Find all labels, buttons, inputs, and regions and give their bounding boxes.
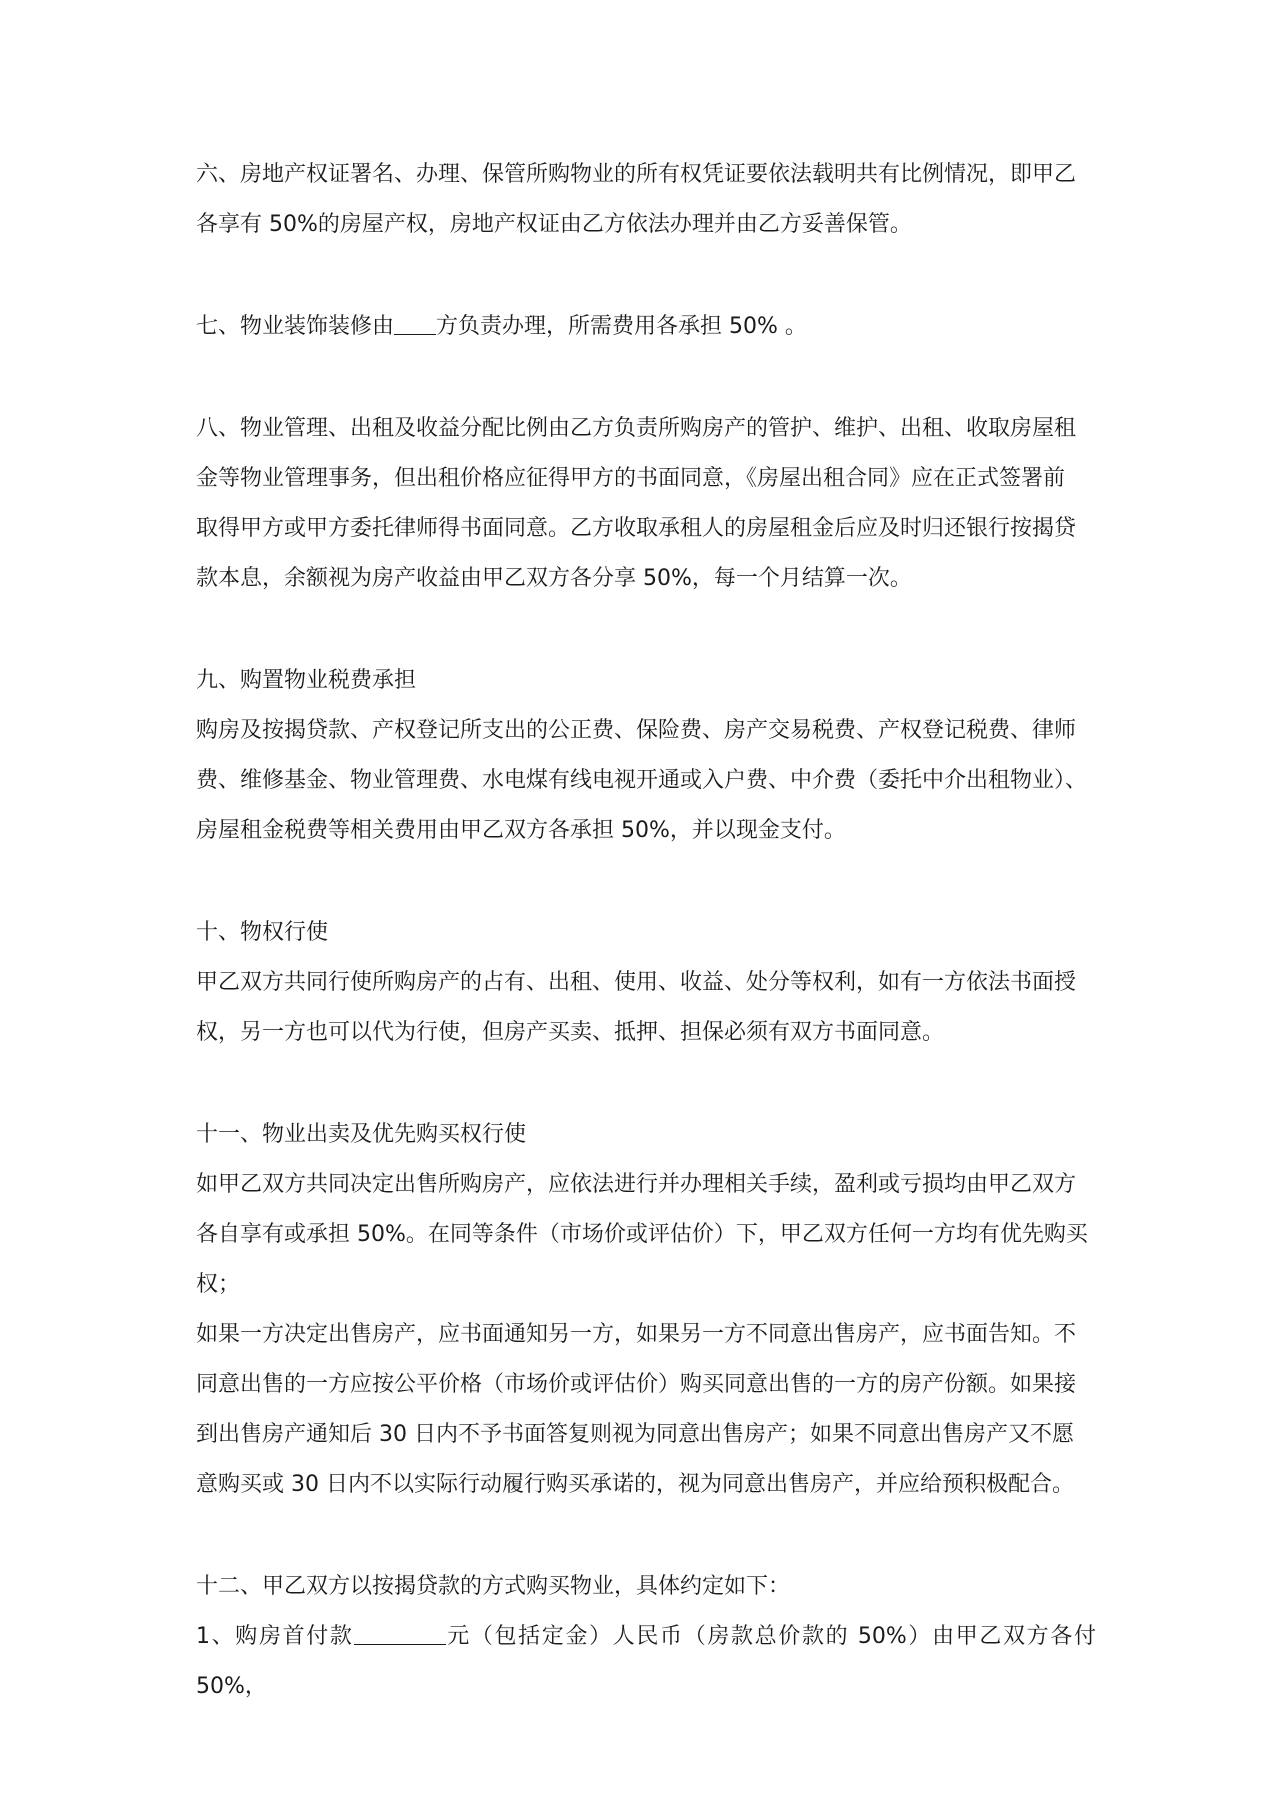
section-heading: 十二、甲乙双方以按揭贷款的方式购买物业，具体约定如下： — [196, 1574, 791, 1599]
item-1-text-after: 元（包括定金）人民币（房款总价款的 50%）由甲乙双方各付 50%， — [196, 1624, 1096, 1699]
section-12-item-1 — [196, 1612, 1096, 1712]
section-8-paragraph — [196, 404, 1096, 604]
text-line: 各自享有或承担 50%。在同等条件（市场价或评估价）下，甲乙双方任何一方均有优先购买 — [196, 1222, 1088, 1247]
text-line: 到出售房产通知后 30 日内不予书面答复则视为同意出售房产；如果不同意出售房产又不愿 — [196, 1422, 1074, 1447]
text-line: 金等物业管理事务，但出租价格应征得甲方的书面同意，《房屋出租合同》应在正式签署前 — [196, 466, 1066, 491]
section-7-paragraph — [196, 302, 1096, 352]
text-line: 如果一方决定出售房产，应书面通知另一方，如果另一方不同意出售房产，应书面告知。不 — [196, 1322, 1077, 1347]
text-line: 甲乙双方共同行使所购房产的占有、出租、使用、收益、处分等权利，如有一方依法书面授 — [196, 970, 1077, 995]
text-line: 费、维修基金、物业管理费、水电煤有线电视开通或入户费、中介费（委托中介出租物业）、 — [196, 768, 1088, 793]
text-line: 六、房地产权证署名、办理、保管所购物业的所有权凭证要依法载明共有比例情况，即甲乙 — [196, 162, 1077, 187]
text-line: 权，另一方也可以代为行使，但房产买卖、抵押、担保必须有双方书面同意。 — [196, 1020, 945, 1045]
section-10 — [196, 908, 1096, 1058]
section-11 — [196, 1110, 1096, 1510]
section-heading: 十一、物业出卖及优先购买权行使 — [196, 1122, 527, 1147]
text-line: 取得甲方或甲方委托律师得书面同意。乙方收取承租人的房屋租金后应及时归还银行按揭贷 — [196, 516, 1077, 541]
document-page — [196, 150, 1096, 1712]
text-line: 各享有 50%的房屋产权，房地产权证由乙方依法办理并由乙方妥善保管。 — [196, 212, 912, 237]
text-line: 购房及按揭贷款、产权登记所支出的公正费、保险费、房产交易税费、产权登记税费、律师 — [196, 718, 1077, 743]
text-line: 房屋租金税费等相关费用由甲乙双方各承担 50%，并以现金支付。 — [196, 818, 846, 843]
fill-in-blank — [394, 310, 436, 335]
text-line: 八、物业管理、出租及收益分配比例由乙方负责所购房产的管护、维护、出租、收取房屋租 — [196, 416, 1077, 441]
section-heading: 十、物权行使 — [196, 920, 329, 945]
section-heading: 九、购置物业税费承担 — [196, 668, 417, 693]
section-9 — [196, 656, 1096, 856]
section-6-paragraph — [196, 150, 1096, 250]
text-line: 意购买或 30 日内不以实际行动履行购买承诺的，视为同意出售房产，并应给预积极配合。 — [196, 1472, 1074, 1497]
text-line: 同意出售的一方应按公平价格（市场价或评估价）购买同意出售的一方的房产份额。如果接 — [196, 1372, 1077, 1397]
text-line: 款本息，余额视为房产收益由甲乙双方各分享 50%，每一个月结算一次。 — [196, 566, 912, 591]
section-12 — [196, 1562, 1096, 1712]
section-7-text-before: 七、物业装饰装修由 — [196, 314, 395, 339]
text-line: 如甲乙双方共同决定出售所购房产，应依法进行并办理相关手续，盈利或亏损均由甲乙双方 — [196, 1172, 1077, 1197]
text-line: 权； — [196, 1272, 241, 1297]
fill-in-blank — [354, 1620, 446, 1645]
item-1-text-before: 1、购房首付款 — [196, 1624, 354, 1649]
section-7-text-after: 方负责办理，所需费用各承担 50% 。 — [436, 314, 807, 339]
